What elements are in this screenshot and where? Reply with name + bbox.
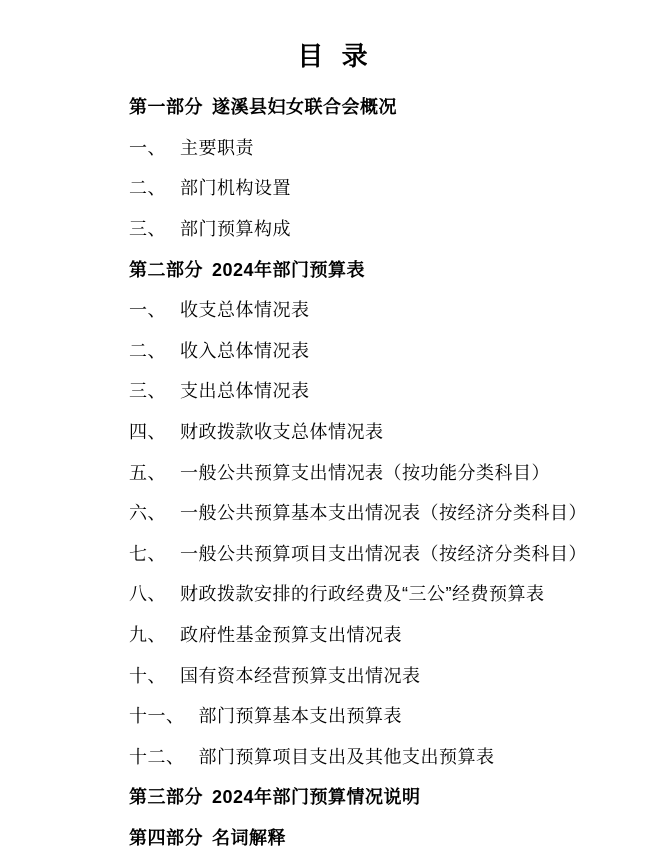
- toc-entry-text: 部门机构设置: [180, 178, 291, 199]
- toc-entry-item: [129, 289, 646, 330]
- toc-entry-item: [129, 654, 646, 695]
- toc-entry-number: 十二、: [129, 746, 185, 767]
- toc-entry-number: 七、: [129, 543, 166, 564]
- toc-entry-number: 八、: [129, 584, 166, 605]
- table-of-contents: [0, 86, 666, 857]
- toc-entry-item: [129, 533, 646, 574]
- toc-entry-text: 名词解释: [212, 827, 286, 848]
- toc-entry-number: 六、: [129, 503, 166, 524]
- toc-entry-number: 一、: [129, 137, 166, 158]
- toc-entry-text: 主要职责: [180, 137, 254, 158]
- toc-entry-text: 支出总体情况表: [180, 381, 310, 402]
- toc-entry-number: 三、: [129, 381, 166, 402]
- toc-entry-number: 一、: [129, 300, 166, 321]
- toc-entry-part: [129, 86, 646, 127]
- toc-entry-number: 九、: [129, 625, 166, 646]
- toc-entry-item: [129, 573, 646, 614]
- page-title: 目 录: [297, 41, 369, 71]
- toc-entry-item: [129, 614, 646, 655]
- toc-entry-text: 政府性基金预算支出情况表: [180, 625, 402, 646]
- toc-entry-number: 第四部分: [129, 827, 203, 848]
- toc-entry-item: [129, 492, 646, 533]
- toc-entry-number: 五、: [129, 462, 166, 483]
- toc-entry-number: 三、: [129, 219, 166, 240]
- toc-entry-part: [129, 817, 646, 858]
- toc-entry-number: 第一部分: [129, 97, 203, 118]
- toc-entry-item: [129, 208, 646, 249]
- toc-entry-item: [129, 370, 646, 411]
- toc-entry-text: 2024年部门预算情况说明: [212, 787, 421, 808]
- toc-entry-number: 第三部分: [129, 787, 203, 808]
- toc-entry-text: 收支总体情况表: [180, 300, 310, 321]
- toc-entry-text: 一般公共预算基本支出情况表（按经济分类科目）: [180, 503, 587, 524]
- toc-entry-item: [129, 451, 646, 492]
- toc-entry-text: 国有资本经营预算支出情况表: [180, 665, 421, 686]
- toc-entry-item: [129, 167, 646, 208]
- toc-entry-text: 部门预算构成: [180, 219, 291, 240]
- toc-entry-text: 一般公共预算项目支出情况表（按经济分类科目）: [180, 543, 587, 564]
- toc-entry-number: 十一、: [129, 706, 185, 727]
- toc-entry-item: [129, 736, 646, 777]
- toc-entry-text: 遂溪县妇女联合会概况: [212, 97, 397, 118]
- toc-entry-text: 2024年部门预算表: [212, 259, 366, 280]
- toc-entry-text: 部门预算基本支出预算表: [198, 706, 402, 727]
- toc-entry-text: 收入总体情况表: [180, 340, 310, 361]
- toc-entry-part: [129, 776, 646, 817]
- toc-entry-item: [129, 411, 646, 452]
- toc-entry-text: 一般公共预算支出情况表（按功能分类科目）: [180, 462, 550, 483]
- toc-entry-item: [129, 127, 646, 168]
- toc-entry-number: 十、: [129, 665, 166, 686]
- toc-entry-item: [129, 695, 646, 736]
- toc-entry-text: 财政拨款安排的行政经费及“三公”经费预算表: [180, 584, 545, 605]
- toc-entry-number: 四、: [129, 422, 166, 443]
- toc-entry-number: 二、: [129, 178, 166, 199]
- toc-entry-number: 第二部分: [129, 259, 203, 280]
- toc-entry-number: 二、: [129, 340, 166, 361]
- toc-entry-item: [129, 330, 646, 371]
- toc-entry-part: [129, 248, 646, 289]
- toc-entry-text: 财政拨款收支总体情况表: [180, 422, 384, 443]
- toc-entry-text: 部门预算项目支出及其他支出预算表: [198, 746, 495, 767]
